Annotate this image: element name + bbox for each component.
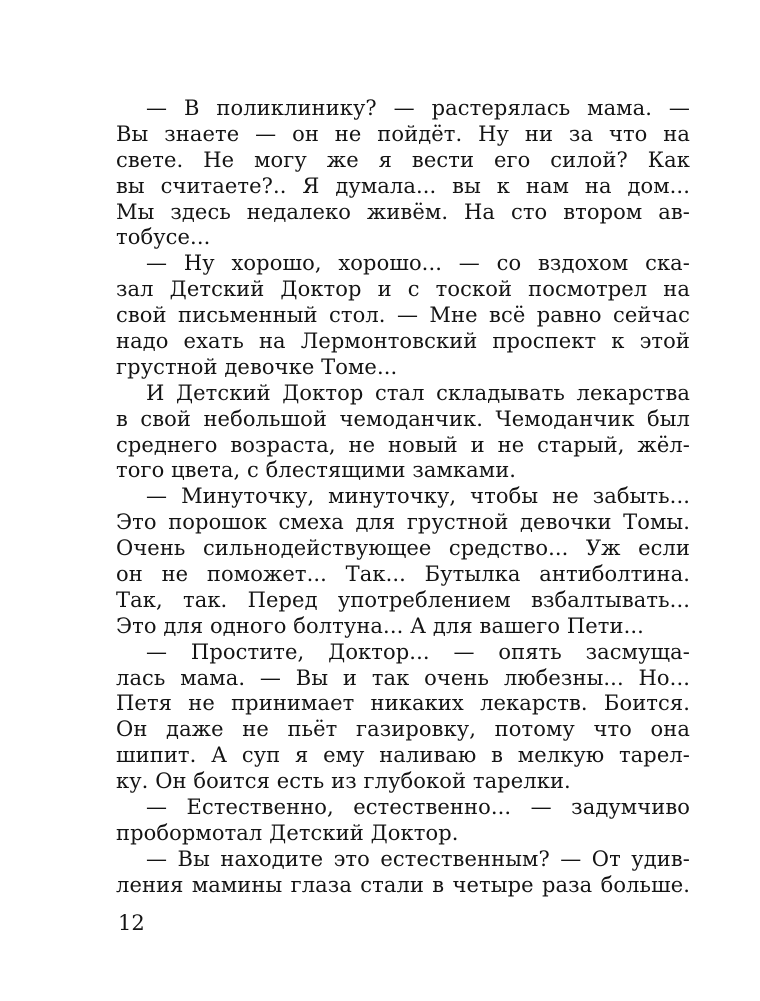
text-line: он не поможет... Так... Бутылка антиболтина. — [116, 562, 690, 587]
text-line: вы считаете?.. Я думала... вы к нам на дом... — [116, 173, 690, 198]
text-line: Вы знаете — он не пойдёт. Ну ни за что на — [116, 121, 690, 146]
text-line: в свой небольшой чемоданчик. Чемоданчик был — [116, 406, 690, 431]
text-line: надо ехать на Лермонтовский проспект к этой — [116, 329, 690, 354]
text-line: лась мама. — Вы и так очень любезны... Но... — [116, 665, 690, 690]
text-line: зал Детский Доктор и с тоской посмотрел на — [116, 277, 690, 302]
text-line: ку. Он боится есть из глубокой тарелки. — [116, 769, 571, 794]
text-line: — Ну хорошо, хорошо... — со вздохом ска- — [146, 251, 690, 276]
text-line: Так, так. Перед употреблением взбалтывать... — [116, 587, 690, 612]
text-line: — Минуточку, минуточку, чтобы не забыть... — [146, 484, 690, 509]
text-line: Это порошок смеха для грустной девочки Томы. — [116, 510, 690, 535]
text-line: шипит. А суп я ему наливаю в мелкую тарел- — [116, 743, 690, 768]
text-line: Петя не принимает никаких лекарств. Боится. — [116, 691, 690, 716]
text-line: — Естественно, естественно... — задумчиво — [146, 795, 690, 820]
text-line: среднего возраста, не новый и не старый, жёл- — [116, 432, 690, 457]
text-line: — Вы находите это естественным? — От удив- — [146, 846, 690, 871]
page-number: 12 — [118, 911, 145, 935]
text-line: И Детский Доктор стал складывать лекарства — [146, 380, 690, 405]
text-line: — Простите, Доктор... — опять засмуща- — [146, 639, 690, 664]
text-line: свой письменный стол. — Мне всё равно сейчас — [116, 303, 690, 328]
text-line: Он даже не пьёт газировку, потому что она — [116, 717, 690, 742]
text-line: — В поликлинику? — растерялась мама. — — [146, 96, 690, 120]
page-text — [116, 96, 690, 899]
text-line: пробормотал Детский Доктор. — [116, 820, 459, 845]
text-line: того цвета, с блестящими замками. — [116, 458, 517, 483]
text-line: Это для одного болтуна... А для вашего Пети... — [116, 613, 644, 638]
text-line: Мы здесь недалеко живём. На сто втором ав- — [116, 199, 690, 224]
text-line: тобусе... — [116, 225, 211, 250]
text-line: ления мамины глаза стали в четыре раза больше. — [116, 872, 690, 897]
text-line: свете. Не могу же я вести его силой? Как — [116, 147, 690, 172]
text-line: грустной девочке Томе... — [116, 354, 398, 379]
text-line: Очень сильнодействующее средство... Уж если — [116, 536, 690, 561]
